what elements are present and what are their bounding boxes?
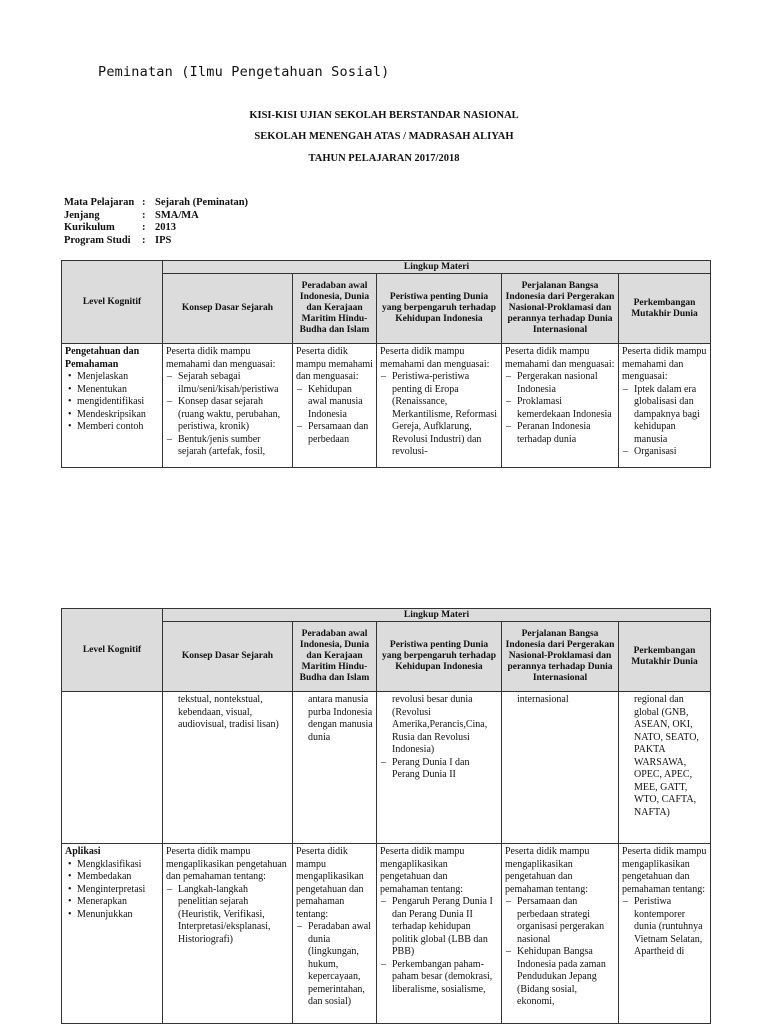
level-item: • Menginterpretasi bbox=[77, 884, 159, 897]
level-cell-aplikasi: Aplikasi • Mengklasifikasi • Membedakan • Menginterpretasi • Menerapkan • Menunjukkan bbox=[62, 844, 163, 1024]
content-cell: Peserta didik mampu mengaplikasikan pengetahuan dan pemahaman tentang: – Peradaban awal dunia (lingkungan, hukum, kepercayaan, pemerintahan, dan sosial) bbox=[293, 844, 377, 1024]
doc-heading-line-3: TAHUN PELAJARAN 2017/2018 bbox=[308, 153, 460, 164]
level-item: • mengidentifikasi bbox=[77, 396, 159, 409]
content-cell: Peserta didik mampu mengaplikasikan pengetahuan dan pemahaman tentang: – Persamaan dan perbedaan strategi organisasi pergerakan nasional – Kehidupan Bangsa Indonesia pada zaman Pendudukan Jepang (Bidang sosial, ekonomi, bbox=[502, 844, 619, 1024]
content-cell: internasional bbox=[502, 692, 619, 844]
kisi-table-2 bbox=[61, 608, 711, 1024]
level-item: • Mengklasifikasi bbox=[77, 859, 159, 872]
level-cell-empty bbox=[62, 692, 163, 844]
header-lingkup-materi: Lingkup Materi bbox=[163, 609, 711, 622]
header-level-kognitif: Level Kognitif bbox=[62, 609, 163, 692]
header-col-5: Perkembangan Mutakhir Dunia bbox=[619, 274, 711, 344]
content-cell: regional dan global (GNB, ASEAN, OKI, NATO, SEATO, PAKTA WARSAWA, OPEC, APEC, MEE, GATT, WTO, CAFTA, NAFTA) bbox=[619, 692, 711, 844]
doc-heading-line-2: SEKOLAH MENENGAH ATAS / MADRASAH ALIYAH bbox=[254, 131, 514, 142]
content-cell: Peserta didik mampu memahami dan menguasai: – Sejarah sebagai ilmu/seni/kisah/peristiwa – Konsep dasar sejarah (ruang waktu, perubahan, peristiwa, kronik) – Bentuk/jenis sumber sejarah (artefak, fosil, bbox=[163, 344, 293, 468]
header-lingkup-materi: Lingkup Materi bbox=[163, 261, 711, 274]
info-row-subject: Mata Pelajaran : Sejarah (Peminatan) bbox=[64, 197, 249, 208]
content-cell: Peserta didik mampu memahami dan menguasai: – Iptek dalam era globalisasi dan dampaknya bagi kehidupan manusia – Organisasi bbox=[619, 344, 711, 468]
content-cell: Peserta didik mampu mengaplikasikan pengetahuan dan pemahaman tentang: – Langkah-langkah penelitian sejarah (Heuristik, Verifikasi, Interpretasi/eksplanasi, Historiografi) bbox=[163, 844, 293, 1024]
header-col-4: Perjalanan Bangsa Indonesia dari Pergerakan Nasional-Proklamasi dan perannya terhadap Dunia Internasional bbox=[502, 622, 619, 692]
content-cell: tekstual, nontekstual, kebendaan, visual, audiovisual, tradisi lisan) bbox=[163, 692, 293, 844]
content-cell: Peserta didik mampu mengaplikasikan pengetahuan dan pemahaman tentang: – Peristiwa kontemporer dunia (runtuhnya Vietnam Selatan, Apartheid di bbox=[619, 844, 711, 1024]
content-cell: revolusi besar dunia (Revolusi Amerika,Perancis,Cina, Rusia dan Revolusi Indonesia) – Perang Dunia I dan Perang Dunia II bbox=[377, 692, 502, 844]
level-item: • Memberi contoh bbox=[77, 421, 159, 434]
doc-heading-line-1: KISI-KISI UJIAN SEKOLAH BERSTANDAR NASIONAL bbox=[249, 110, 519, 121]
content-cell: Peserta didik mampu memahami dan menguasai: – Peristiwa-peristiwa penting di Eropa (Renaissance, Merkantilisme, Reformasi Gereja, Aufklarung, Revolusi Industri) dan revolusi- bbox=[377, 344, 502, 468]
header-col-1: Konsep Dasar Sejarah bbox=[163, 274, 293, 344]
level-item: • Menunjukkan bbox=[77, 909, 159, 922]
info-row-curriculum: Kurikulum : 2013 bbox=[64, 222, 176, 234]
content-cell: antara manusia purba Indonesia dengan manusia dunia bbox=[293, 692, 377, 844]
header-col-2: Peradaban awal Indonesia, Dunia dan Kerajaan Maritim Hindu-Budha dan Islam bbox=[293, 622, 377, 692]
level-item: • Mendeskripsikan bbox=[77, 409, 159, 422]
page-title: Peminatan (Ilmu Pengetahuan Sosial) bbox=[98, 64, 390, 80]
header-col-2: Peradaban awal Indonesia, Dunia dan Kerajaan Maritim Hindu-Budha dan Islam bbox=[293, 274, 377, 344]
subject-info bbox=[64, 197, 248, 248]
level-item: • Membedakan bbox=[77, 871, 159, 884]
header-col-3: Peristiwa penting Dunia yang berpengaruh terhadap Kehidupan Indonesia bbox=[377, 622, 502, 692]
level-item: • Menentukan bbox=[77, 384, 159, 397]
header-col-4: Perjalanan Bangsa Indonesia dari Pergerakan Nasional-Proklamasi dan perannya terhadap Dunia Internasional bbox=[502, 274, 619, 344]
level-item: • Menjelaskan bbox=[77, 371, 159, 384]
header-level-kognitif: Level Kognitif bbox=[62, 261, 163, 344]
content-cell: Peserta didik mampu mengaplikasikan pengetahuan dan pemahaman tentang: – Pengaruh Perang Dunia I dan Perang Dunia II terhadap kehidupan politik global (LBB dan PBB) – Perkembangan paham-paham besar (demokrasi, liberalisme, sosialisme, bbox=[377, 844, 502, 1024]
info-row-level: Jenjang : SMA/MA bbox=[64, 209, 199, 221]
header-col-1: Konsep Dasar Sejarah bbox=[163, 622, 293, 692]
level-cell-pengetahuan: Pengetahuan dan Pemahaman • Menjelaskan • Menentukan • mengidentifikasi • Mendeskripsikan • Memberi contoh bbox=[62, 344, 163, 468]
content-cell: Peserta didik mampu memahami dan menguasai: – Pergerakan nasional Indonesia – Proklamasi kemerdekaan Indonesia – Peranan Indonesia terhadap dunia bbox=[502, 344, 619, 468]
header-col-3: Peristiwa penting Dunia yang berpengaruh terhadap Kehidupan Indonesia bbox=[377, 274, 502, 344]
content-cell: Peserta didik mampu memahami dan menguasai: – Kehidupan awal manusia Indonesia – Persamaan dan perbedaan bbox=[293, 344, 377, 468]
kisi-table-1 bbox=[61, 260, 711, 468]
level-item: • Menerapkan bbox=[77, 896, 159, 909]
info-row-program: Program Studi : IPS bbox=[64, 235, 172, 247]
header-col-5: Perkembangan Mutakhir Dunia bbox=[619, 622, 711, 692]
